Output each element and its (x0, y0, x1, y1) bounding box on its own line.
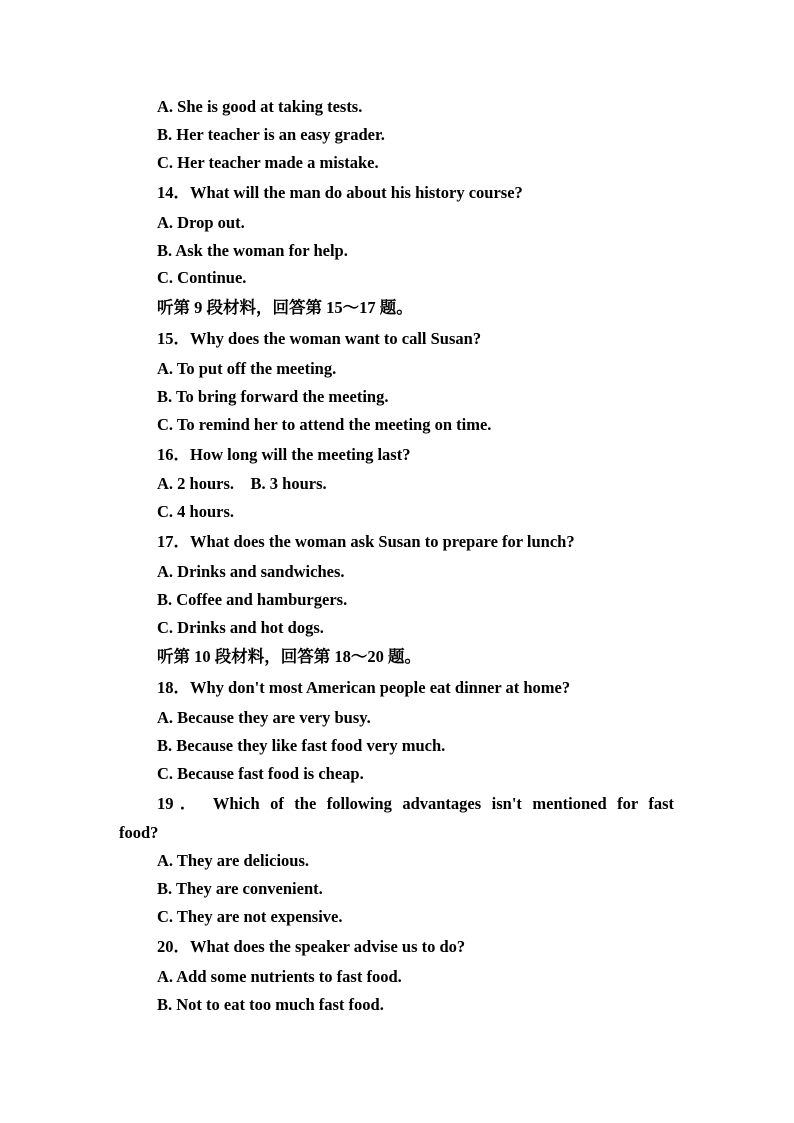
q15-question: 15．Why does the woman want to call Susan? (157, 329, 482, 348)
q18-option-a: A. Because they are very busy. (157, 708, 371, 727)
q16-option-ab: A. 2 hours. B. 3 hours. (157, 474, 327, 493)
q17-question: 17．What does the woman ask Susan to prepare for lunch? (157, 532, 575, 551)
q17-option-c: C. Drinks and hot dogs. (157, 618, 324, 637)
q20-option-a: A. Add some nutrients to fast food. (157, 967, 402, 986)
q19-option-b: B. They are convenient. (157, 879, 323, 898)
q16-option-c: C. 4 hours. (157, 502, 235, 521)
q14-question: 14．What will the man do about his history course? (157, 183, 523, 202)
q19-question-continued: food? (119, 823, 159, 842)
q13-option-b: B. Her teacher is an easy grader. (157, 125, 385, 144)
q15-option-b: B. To bring forward the meeting. (157, 387, 389, 406)
q17-option-b: B. Coffee and hamburgers. (157, 590, 348, 609)
q14-option-a: A. Drop out. (157, 213, 245, 232)
q14-option-c: C. Continue. (157, 268, 247, 287)
q14-option-b: B. Ask the woman for help. (157, 241, 348, 260)
q19-question: 19． Which of the following advantages isn't mentioned for fast (157, 794, 674, 813)
section-heading-10: 听第 10 段材料，回答第 18～20 题。 (157, 647, 421, 666)
q17-option-a: A. Drinks and sandwiches. (157, 562, 345, 581)
q18-option-b: B. Because they like fast food very much. (157, 736, 446, 755)
q18-option-c: C. Because fast food is cheap. (157, 764, 364, 783)
q19-option-a: A. They are delicious. (157, 851, 310, 870)
q13-option-c: C. Her teacher made a mistake. (157, 153, 379, 172)
section-heading-9: 听第 9 段材料，回答第 15～17 题。 (157, 298, 413, 317)
q16-question: 16．How long will the meeting last? (157, 445, 411, 464)
q15-option-c: C. To remind her to attend the meeting on time. (157, 415, 492, 434)
q18-question: 18．Why don't most American people eat dinner at home? (157, 678, 571, 697)
q13-option-a: A. She is good at taking tests. (157, 97, 363, 116)
q20-option-b: B. Not to eat too much fast food. (157, 995, 384, 1014)
q15-option-a: A. To put off the meeting. (157, 359, 337, 378)
q19-option-c: C. They are not expensive. (157, 907, 343, 926)
q20-question: 20．What does the speaker advise us to do? (157, 937, 466, 956)
